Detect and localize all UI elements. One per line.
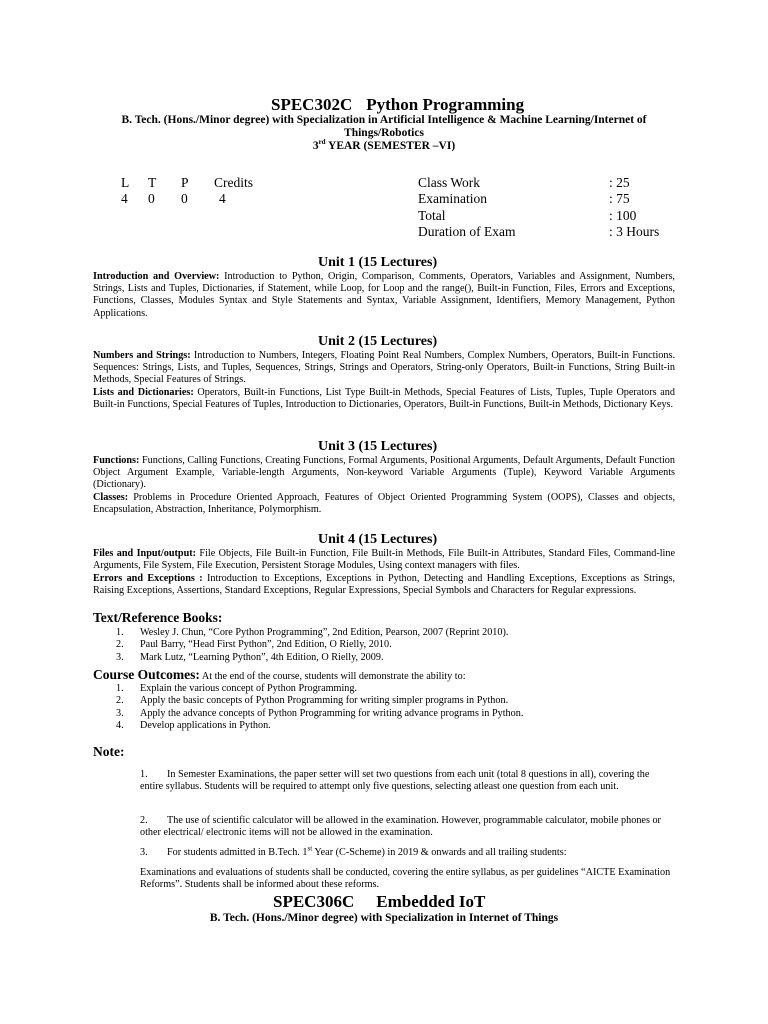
book-item-text: Wesley J. Chun, “Core Python Programming”, 2nd Edition, Pearson, 2007 (Reprint 2010). (140, 627, 509, 638)
course-code: SPEC302C (271, 95, 353, 114)
unit-3-paragraph-2 (93, 492, 675, 516)
course-2-subtitle: B. Tech. (Hons./Minor degree) with Specialization in Internet of Things (209, 912, 559, 924)
outcomes-list (116, 683, 523, 732)
outcome-item-text: Develop applications in Python. (140, 719, 271, 731)
outcome-item-text: Explain the various concept of Python Programming. (140, 683, 358, 694)
course-subtitle (80, 114, 688, 140)
unit-4-paragraph-2 (93, 573, 675, 597)
outcome-item: 3. Apply the advance concepts of Python Programming for writing advance programs in Python. (116, 707, 524, 719)
marks-label-exam: Examination (418, 191, 487, 206)
marks-label-duration: Duration of Exam (418, 224, 516, 239)
book-item: 2. Paul Barry, “Head First Python”, 2nd Edition, O Rielly, 2010. (116, 639, 392, 651)
outcome-item: 2. Apply the basic concepts of Python Programming for writing simpler programs in Python. (116, 695, 509, 707)
marks-value-classwork: : 25 (609, 175, 630, 190)
book-item: 3. Mark Lutz, “Learning Python”, 4th Edition, O Rielly, 2009. (116, 651, 384, 663)
ltp-value-credits: 4 (219, 191, 226, 206)
unit-2-paragraph-1 (93, 350, 675, 387)
note-superscript: st (307, 844, 313, 853)
outcome-item: 1. Explain the various concept of Python Programming. (116, 683, 358, 694)
marks-label-classwork: Class Work (418, 175, 481, 190)
note-text: The use of scientific calculator will be allowed in the examination. However, programmable calculator, mobile phones or other electrical/ electronic items will not be allowed in the examination. (140, 815, 661, 839)
course-2-name: Embedded IoT (376, 892, 486, 911)
ltp-header-t: T (148, 175, 157, 190)
unit-1-topic: Introduction and Overview: (93, 271, 220, 282)
unit-2-paragraph-2 (93, 387, 675, 411)
ltp-value-p: 0 (181, 191, 188, 206)
unit-3-paragraph-1 (93, 455, 675, 492)
unit-2-topic-1: Numbers and Strings: (93, 350, 191, 361)
note-heading: Note: (93, 744, 125, 759)
note-reforms: Examinations and evaluations of students shall be conducted, covering the entire syllabus, as per guidelines “AICTE Examination Reforms”. Students shall be informed about these reforms. (140, 867, 671, 891)
unit-1-heading: Unit 1 (15 Lectures) (318, 255, 438, 270)
note-text: Year (C-Scheme) in 2019 & onwards and all trailing students: (312, 847, 567, 858)
outcomes-intro: At the end of the course, students will demonstrate the ability to: (199, 671, 466, 682)
course-name: Python Programming (366, 95, 525, 114)
unit-3-heading: Unit 3 (15 Lectures) (318, 439, 438, 454)
book-item-text: Paul Barry, “Head First Python”, 2nd Edition, O Rielly, 2010. (140, 639, 392, 651)
note-number: 3. (140, 847, 148, 858)
course-2-title (273, 892, 485, 912)
outcome-item: 4. Develop applications in Python. (116, 719, 271, 731)
unit-3-content-1: Functions, Calling Functions, Creating Functions, Formal Arguments, Positional Arguments, Default Arguments, Default Function Object Argument Example, Variable-length Arguments, Non-keyword Variable Arguments (Tuple), Keyword Variable Arguments (Dictionary). (93, 455, 675, 491)
note-text: For students admitted in B.Tech. 1 (167, 847, 308, 858)
unit-3-topic-2: Classes: (93, 492, 129, 503)
unit-2-heading: Unit 2 (15 Lectures) (318, 334, 438, 349)
unit-2-content-1: Introduction to Numbers, Integers, Floating Point Real Numbers, Complex Numbers, Operators, Built-in Functions. Sequences: Strings, Lists, and Tuples, Sequences, Strings, Strings and Operators, String-only Operators, Built-in Functions, String Built-in Methods, Special Features of Strings. (93, 350, 675, 386)
course-2-code: SPEC306C (273, 892, 355, 911)
books-list (116, 627, 508, 664)
unit-2-topic-2: Lists and Dictionaries: (93, 387, 194, 398)
year-semester (80, 140, 688, 153)
year-suffix: rd (318, 138, 326, 147)
outcomes-heading: Course Outcomes: (93, 667, 200, 682)
marks-value-duration: : 3 Hours (609, 224, 660, 239)
marks-value-total: : 100 (609, 208, 637, 223)
year-text: YEAR (SEMESTER –VI) (325, 140, 456, 152)
note-item-1 (140, 769, 675, 793)
year-number: 3 (312, 140, 319, 152)
unit-3-topic-1: Functions: (93, 455, 140, 466)
book-item: 1. Wesley J. Chun, “Core Python Programming”, 2nd Edition, Pearson, 2007 (Reprint 2010). (116, 627, 509, 638)
note-text: In Semester Examinations, the paper setter will set two questions from each unit (total 8 questions in all), covering the entire syllabus. Students will be required to attempt only five questions, selecting atleast one question from each unit. (140, 769, 650, 793)
outcome-item-text: Apply the advance concepts of Python Programming for writing advance programs in Python. (140, 707, 524, 719)
note-number: 2. (140, 815, 148, 826)
unit-4-topic-2: Errors and Exceptions : (93, 573, 203, 584)
note-item-2 (140, 815, 675, 839)
unit-3-content-2: Problems in Procedure Oriented Approach, Features of Object Oriented Programming System (OOPS), Classes and objects, Encapsulation, Abstraction, Inheritance, Polymorphism. (93, 492, 675, 516)
ltp-header-p: P (181, 175, 189, 190)
ltp-value-t: 0 (148, 191, 155, 206)
books-heading: Text/Reference Books: (93, 610, 223, 625)
marks-value-exam: : 75 (609, 191, 630, 206)
unit-4-content-1: File Objects, File Built-in Function, File Built-in Methods, File Built-in Attributes, Standard Files, Command-line Arguments, File System, File Execution, Persistent Storage Modules, Using context managers with files. (93, 548, 675, 572)
unit-1-paragraph (93, 271, 675, 320)
course-title (271, 95, 524, 115)
note-number: 1. (140, 769, 148, 780)
ltp-header-credits: Credits (214, 175, 253, 190)
unit-4-paragraph-1 (93, 548, 675, 572)
ltp-value-l: 4 (121, 191, 128, 206)
unit-1-content: Introduction to Python, Origin, Comparison, Comments, Operators, Variables and Assignment, Numbers, Strings, Lists and Tuples, Dictionaries, if Statement, while Loop, for Loop and the range(), Built-in Function, Files, Errors and Exceptions, Functions, Classes, Modules Syntax and Style Statements and Syntax, Variable Assignment, Identifiers, Memory Management, Python Applications. (93, 271, 675, 319)
unit-4-topic-1: Files and Input/output: (93, 548, 197, 559)
marks-label-total: Total (418, 208, 446, 223)
unit-4-heading: Unit 4 (15 Lectures) (318, 532, 438, 547)
unit-4-content-2: Introduction to Exceptions, Exceptions in Python, Detecting and Handling Exceptions, Exceptions as Strings, Raising Exceptions, Assertions, Standard Exceptions, Regular Expressions, Special Symbols and Characters for Regular expressions. (93, 573, 675, 597)
note-item-3 (140, 844, 675, 859)
subtitle-line-2: Things/Robotics (344, 127, 424, 139)
book-item-text: Mark Lutz, “Learning Python”, 4th Edition, O Rielly, 2009. (140, 651, 384, 663)
outcomes-header (93, 666, 466, 684)
ltp-header-l: L (121, 175, 130, 190)
subtitle-line-1: B. Tech. (Hons./Minor degree) with Specialization in Artificial Intelligence & Machine Learning/Internet of (121, 114, 647, 126)
unit-2-content-2: Operators, Built-in Functions, List Type Built-in Methods, Special Features of Lists, Tuples, Tuple Operators and Built-in Functions, Special Features of Tuples, Introduction to Dictionaries, Operators, Built-in Functions, Built-in Methods, Dictionary Keys. (93, 387, 675, 411)
outcome-item-text: Apply the basic concepts of Python Programming for writing simpler programs in Python. (140, 695, 509, 707)
